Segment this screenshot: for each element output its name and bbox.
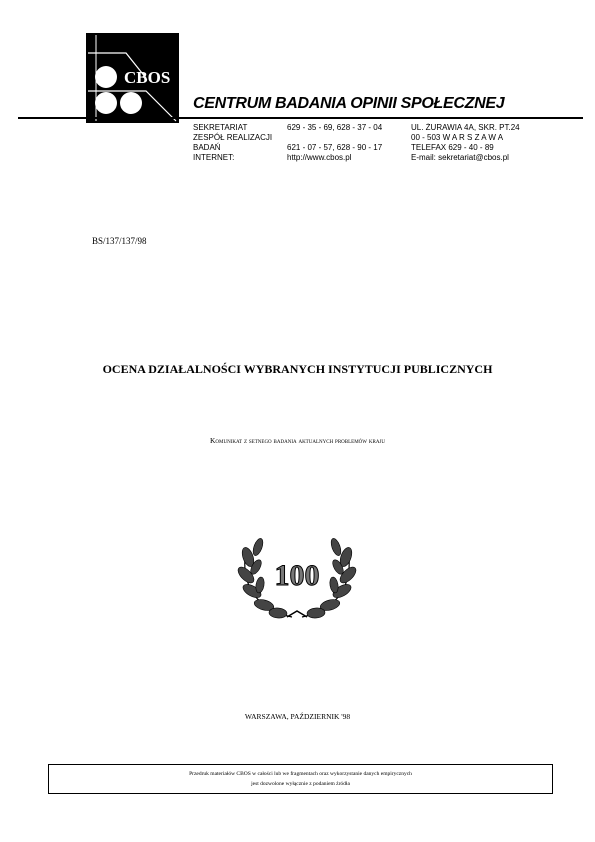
contact-phone — [287, 133, 382, 143]
place-date: WARSZAWA, PAŹDZIERNIK '98 — [244, 712, 351, 721]
document-title: OCENA DZIAŁALNOŚCI WYBRANYCH INSTYTUCJI PUBLICZNYCH — [102, 362, 493, 376]
logo-text: CBOS — [124, 68, 171, 87]
contact-label: INTERNET: — [193, 153, 235, 162]
contact-email[interactable]: E-mail: sekretariat@cbos.pl — [411, 153, 509, 162]
reprint-notice — [48, 764, 553, 794]
address-line: TELEFAX 629 - 40 - 89 — [411, 143, 494, 152]
anniversary-wreath-emblem — [232, 525, 362, 625]
contact-phone: 621 - 07 - 57, 628 - 90 - 17 — [287, 143, 383, 152]
address-line: 00 - 503 W A R S Z A W A — [411, 133, 504, 142]
contact-address — [411, 123, 520, 163]
cbos-logo — [86, 33, 179, 123]
contact-label: BADAŃ — [193, 143, 221, 152]
contact-label: ZESPÓŁ REALIZACJI — [193, 133, 273, 142]
notice-line: Przedruk materiałów CBOS w całości lub we fragmentach oraz wykorzystanie danych empirycznych — [189, 771, 412, 777]
notice-line: jest dozwolone wyłącznie z podaniem źródła — [251, 781, 350, 787]
org-name: CENTRUM BADANIA OPINII SPOŁECZNEJ — [193, 95, 505, 112]
address-line: UL. ŻURAWIA 4A, SKR. PT.24 — [411, 123, 520, 132]
contact-phones — [287, 123, 382, 163]
document-subtitle: Komunikat z setnego badania aktualnych problemów kraju — [210, 436, 385, 445]
emblem-number: 100 — [274, 559, 320, 592]
document-id: BS/137/137/98 — [92, 236, 147, 246]
contact-website[interactable]: http://www.cbos.pl — [287, 153, 352, 162]
contact-phone: 629 - 35 - 69, 628 - 37 - 04 — [287, 123, 383, 132]
contact-labels — [193, 123, 272, 163]
contact-label: SEKRETARIAT — [193, 123, 248, 132]
header-rule — [18, 117, 583, 119]
